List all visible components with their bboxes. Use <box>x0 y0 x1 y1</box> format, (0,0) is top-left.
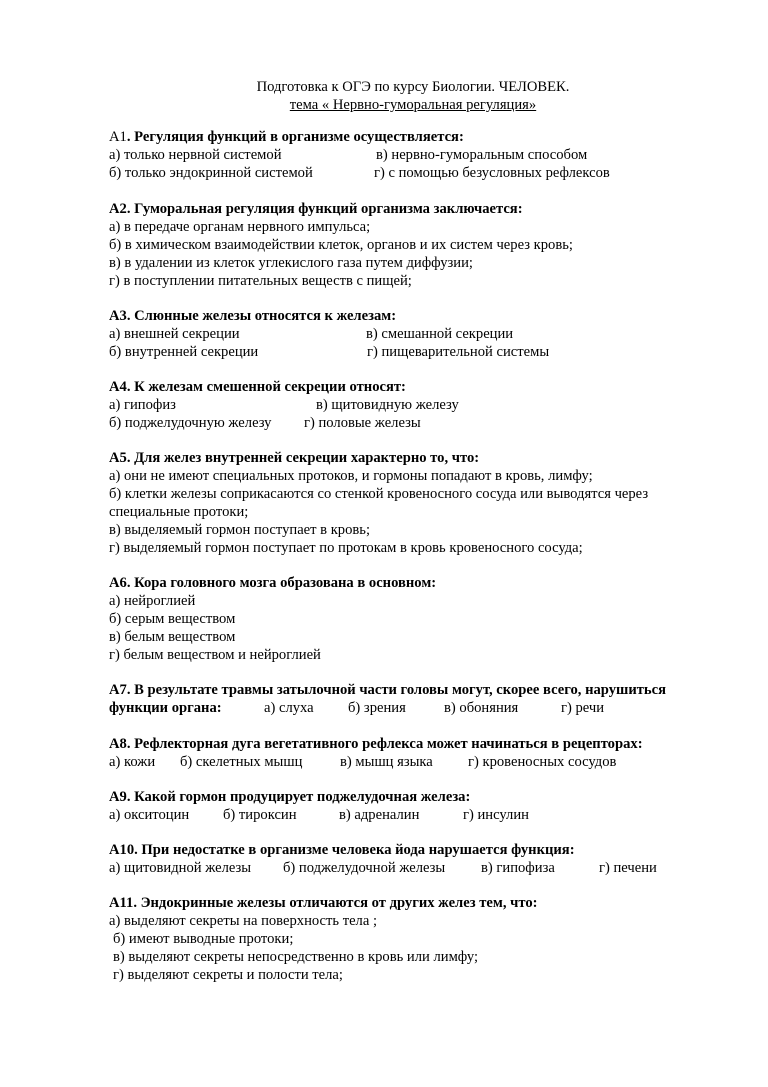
option-b: б) только эндокринной системой <box>109 165 313 181</box>
question-title: А7. В результате травмы затылочной части головы могут, скорее всего, нарушиться <box>109 682 666 698</box>
question-title: А3. Слюнные железы относятся к железам: <box>109 308 397 324</box>
option-row <box>109 699 749 717</box>
option-g: г) с помощью безусловных рефлексов <box>374 165 610 181</box>
question-title: А10. При недостатке в организме человека йода нарушается функция: <box>109 842 575 858</box>
option-b: б) внутренней секреции <box>109 344 259 360</box>
option-b: б) тироксин <box>223 807 297 823</box>
option-b: б) зрения <box>348 700 406 716</box>
question-title: А1. Регуляция функций в организме осуществляется: <box>109 129 464 145</box>
option-row <box>109 806 749 824</box>
question-a5 <box>109 449 749 557</box>
option-v: в) смешанной секреции <box>366 326 514 342</box>
question-a3 <box>109 307 749 361</box>
question-title: А6. Кора головного мозга образована в основном: <box>109 575 437 591</box>
question-a8 <box>109 735 749 771</box>
option-g: г) кровеносных сосудов <box>468 754 617 770</box>
option-b: б) поджелудочную железу <box>109 415 272 431</box>
option-v: в) мышц языка <box>340 754 433 770</box>
question-title: А8. Рефлекторная дуга вегетативного рефлекса может начинаться в рецепторах: <box>109 736 643 752</box>
option-g: г) белым веществом и нейроглией <box>109 647 321 663</box>
question-title: А4. К железам смешенной секреции относят: <box>109 379 406 395</box>
option-v: в) выделяемый гормон поступает в кровь; <box>109 522 370 538</box>
option-v: в) белым веществом <box>109 629 236 645</box>
option-row <box>109 859 749 877</box>
option-g: г) речи <box>561 700 605 716</box>
question-a10 <box>109 841 749 877</box>
option-a: а) щитовидной железы <box>109 860 252 876</box>
option-b: б) в химическом взаимодействии клеток, органов и их систем через кровь; <box>109 237 573 253</box>
option-v: в) гипофиза <box>481 860 555 876</box>
option-a: а) гипофиз <box>109 397 176 413</box>
question-a1 <box>109 128 749 182</box>
option-g: г) пищеварительной системы <box>367 344 550 360</box>
option-a: а) они не имеют специальных протоков, и гормоны попадают в кровь, лимфу; <box>109 468 593 484</box>
option-b: б) серым веществом <box>109 611 236 627</box>
option-row <box>109 164 749 182</box>
question-title-continuation: функции органа: <box>109 700 222 716</box>
question-title: А2. Гуморальная регуляция функций организма заключается: <box>109 201 523 217</box>
option-a: а) внешней секреции <box>109 326 240 342</box>
option-row <box>109 396 749 414</box>
worksheet-topic: тема « Нервно-гуморальная регуляция» <box>289 97 537 113</box>
question-a6 <box>109 574 749 664</box>
option-a: а) выделяют секреты на поверхность тела ; <box>109 913 378 929</box>
option-b: б) имеют выводные протоки; <box>113 931 294 947</box>
option-g: г) в поступлении питательных веществ с пищей; <box>109 273 412 289</box>
option-g: г) выделяют секреты и полости тела; <box>113 967 343 983</box>
question-title: А9. Какой гормон продуцирует поджелудочная железа: <box>109 789 471 805</box>
question-a7 <box>109 681 749 717</box>
option-row <box>109 325 749 343</box>
option-g: г) печени <box>599 860 657 876</box>
question-title: А11. Эндокринные железы отличаются от других желез тем, что: <box>109 895 538 911</box>
worksheet-title: Подготовка к ОГЭ по курсу Биологии. ЧЕЛОВЕК. <box>256 79 570 95</box>
option-a: а) в передаче органам нервного импульса; <box>109 219 371 235</box>
option-b: б) клетки железы соприкасаются со стенкой кровеносного сосуда или выводятся через специальные протоки; <box>109 486 649 520</box>
option-a: а) только нервной системой <box>109 147 282 163</box>
option-row <box>109 146 749 164</box>
option-g: г) выделяемый гормон поступает по протокам в кровь кровеносного сосуда; <box>109 540 583 556</box>
question-a4 <box>109 378 749 432</box>
question-number: А1 <box>109 129 127 145</box>
option-v: в) щитовидную железу <box>316 397 459 413</box>
option-b: б) поджелудочной железы <box>283 860 446 876</box>
option-row <box>109 343 749 361</box>
option-g: г) половые железы <box>304 415 421 431</box>
option-g: г) инсулин <box>463 807 529 823</box>
option-a: а) кожи <box>109 754 156 770</box>
question-a2 <box>109 200 749 290</box>
option-v: в) нервно-гуморальным способом <box>376 147 588 163</box>
option-a: а) окситоцин <box>109 807 190 823</box>
option-v: в) обоняния <box>444 700 519 716</box>
question-title: А5. Для желез внутренней секреции характерно то, что: <box>109 450 480 466</box>
question-a9 <box>109 788 749 824</box>
question-a11 <box>109 894 749 984</box>
option-row <box>109 753 749 771</box>
option-v: в) адреналин <box>339 807 420 823</box>
option-v: в) выделяют секреты непосредственно в кровь или лимфу; <box>113 949 479 965</box>
option-b: б) скелетных мышц <box>180 754 303 770</box>
option-row <box>109 414 749 432</box>
option-a: а) нейроглией <box>109 593 196 609</box>
option-v: в) в удалении из клеток углекислого газа путем диффузии; <box>109 255 473 271</box>
option-a: а) слуха <box>264 700 314 716</box>
